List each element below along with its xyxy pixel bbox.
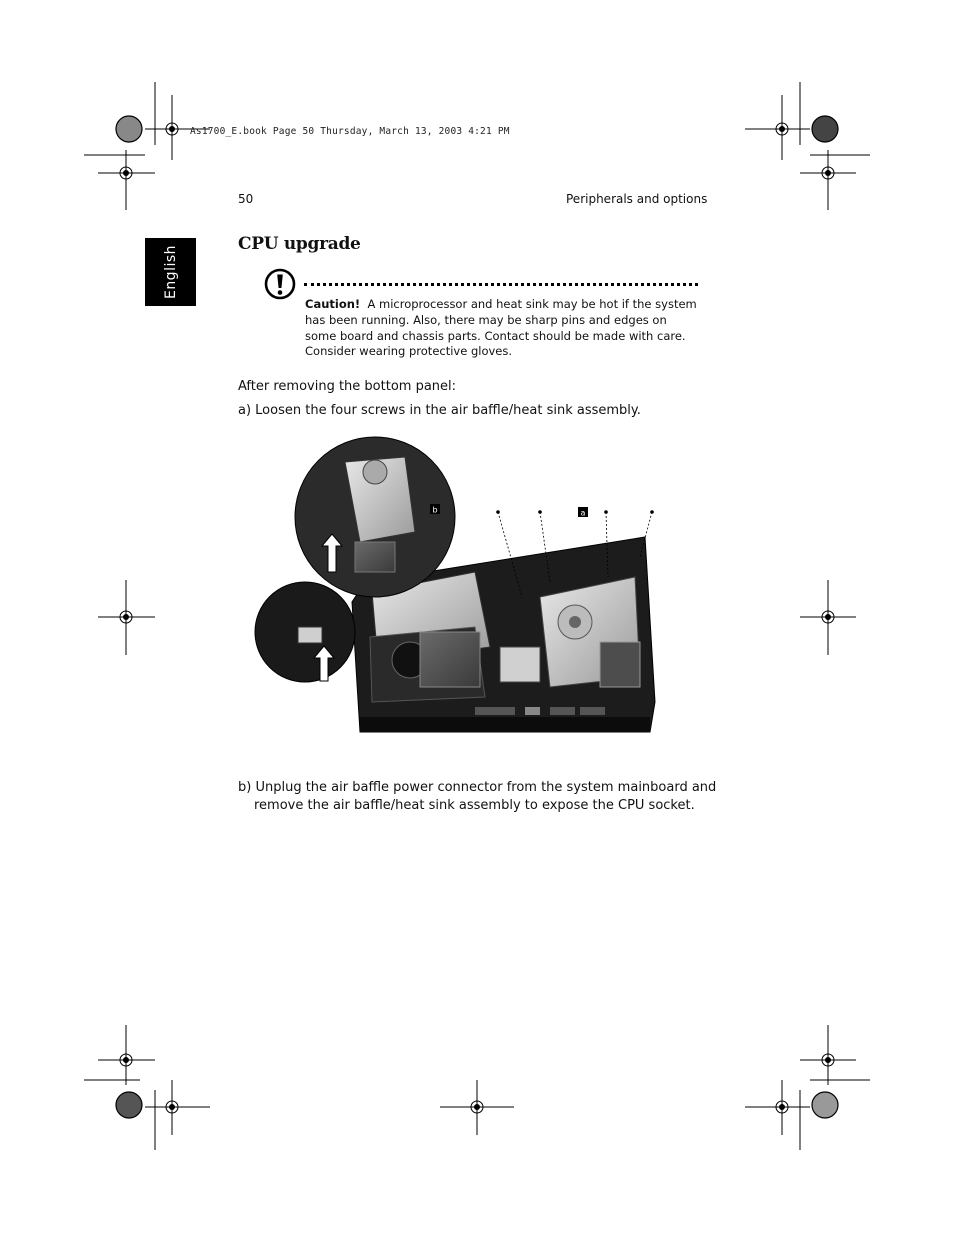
running-head: Peripherals and options: [566, 192, 708, 206]
language-tab: [145, 238, 196, 306]
language-tab-label: English: [162, 244, 179, 300]
laptop-internals-figure: [250, 432, 690, 762]
caution-body: A microprocessor and heat sink may be hot if the system has been running. Also, there may be sharp pins and edges on some board and chassis parts. Contact should be made with care. Consider wearing protective gloves.: [305, 297, 697, 359]
callout-b: b: [432, 505, 438, 515]
caution-icon: [264, 268, 296, 300]
step-a-text: a) Loosen the four screws in the air baffle/heat sink assembly.: [238, 403, 641, 418]
memory-module: [500, 647, 540, 682]
caution-note: [305, 297, 697, 360]
circuit-board: [420, 632, 480, 687]
caution-label: Caution!: [305, 297, 361, 311]
page-number: 50: [238, 192, 254, 206]
intro-text: After removing the bottom panel:: [238, 379, 457, 394]
callout-a: a: [580, 508, 586, 518]
section-title: CPU upgrade: [238, 234, 361, 254]
print-info-line: As1700_E.book Page 50 Thursday, March 13, 2003 4:21 PM: [190, 126, 510, 137]
caution-rule: [304, 283, 698, 286]
step-b-text: b) Unplug the air baffle power connector from the system mainboard and remove the air baffle/heat sink assembly to expose the CPU socket.: [238, 780, 717, 813]
